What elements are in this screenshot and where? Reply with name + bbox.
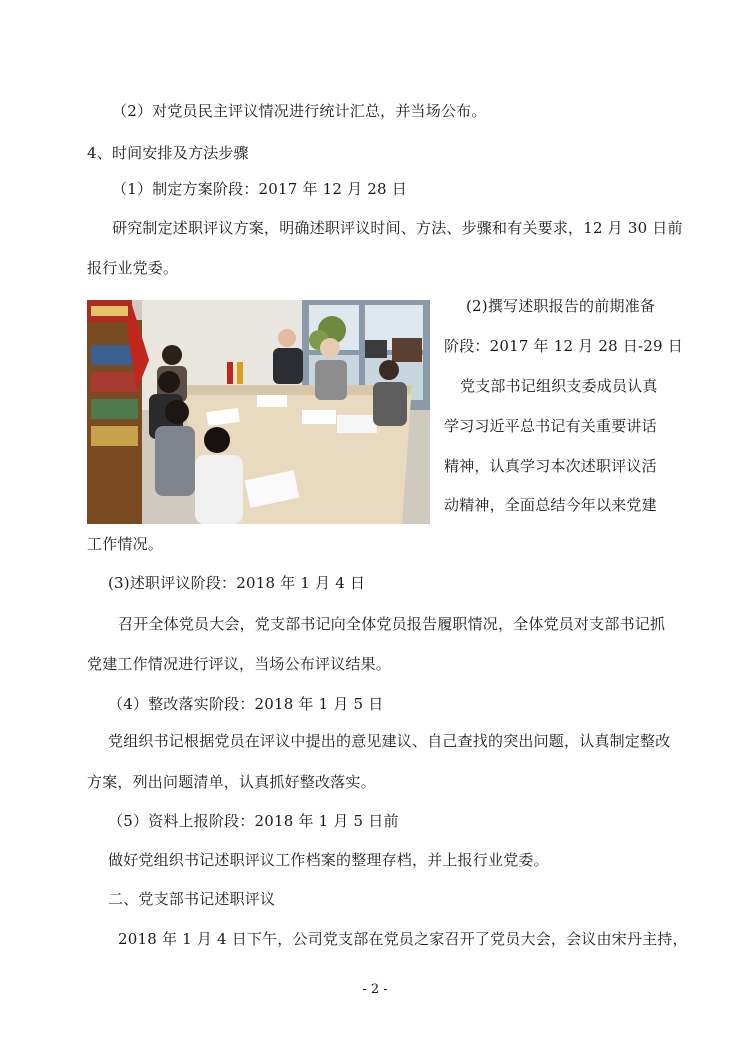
text-line-9: 学习习近平总书记有关重要讲话 bbox=[444, 417, 657, 435]
page-number: - 2 - bbox=[362, 982, 388, 997]
text-line-6: (2)撰写述职报告的前期准备 bbox=[466, 297, 656, 315]
text-line-20: 做好党组织书记述职评议工作档案的整理存档，并上报行业党委。 bbox=[108, 851, 549, 869]
section-heading-schedule: 4、时间安排及方法步骤 bbox=[87, 144, 249, 162]
text-line-14: 召开全体党员大会，党支部书记向全体党员报告履职情况，全体党员对支部书记抓 bbox=[118, 615, 666, 633]
text-line-13: (3)述职评议阶段：2018 年 1 月 4 日 bbox=[108, 574, 366, 592]
text-line-15: 党建工作情况进行评议，当场公布评议结果。 bbox=[87, 655, 392, 673]
text-line-19: （5）资料上报阶段：2018 年 1 月 5 日前 bbox=[108, 812, 399, 830]
text-line-7: 阶段：2017 年 12 月 28 日-29 日 bbox=[444, 337, 683, 355]
text-line-4: 研究制定述职评议方案，明确述职评议时间、方法、步骤和有关要求，12 月 30 日前 bbox=[112, 219, 683, 237]
text-line-8: 党支部书记组织支委成员认真 bbox=[460, 377, 658, 395]
meeting-photo bbox=[87, 300, 430, 524]
text-line-17: 党组织书记根据党员在评议中提出的意见建议、自己查找的突出问题，认真制定整改 bbox=[108, 732, 671, 750]
text-line-5: 报行业党委。 bbox=[87, 259, 179, 277]
section-heading-secretary-review: 二、党支部书记述职评议 bbox=[108, 890, 276, 908]
meeting-photo-illustration bbox=[87, 300, 430, 524]
text-line-12: 工作情况。 bbox=[87, 535, 164, 553]
text-line-22: 2018 年 1 月 4 日下午，公司党支部在党员之家召开了党员大会，会议由宋丹主持， bbox=[118, 930, 688, 948]
text-line-18: 方案，列出问题清单，认真抓好整改落实。 bbox=[87, 773, 376, 791]
text-line-10: 精神，认真学习本次述职评议活 bbox=[444, 457, 657, 475]
text-line-3: （1）制定方案阶段：2017 年 12 月 28 日 bbox=[112, 180, 407, 198]
text-line-1: （2）对党员民主评议情况进行统计汇总，并当场公布。 bbox=[112, 102, 487, 120]
text-line-11: 动精神，全面总结今年以来党建 bbox=[444, 496, 657, 514]
text-line-16: （4）整改落实阶段：2018 年 1 月 5 日 bbox=[108, 695, 384, 713]
